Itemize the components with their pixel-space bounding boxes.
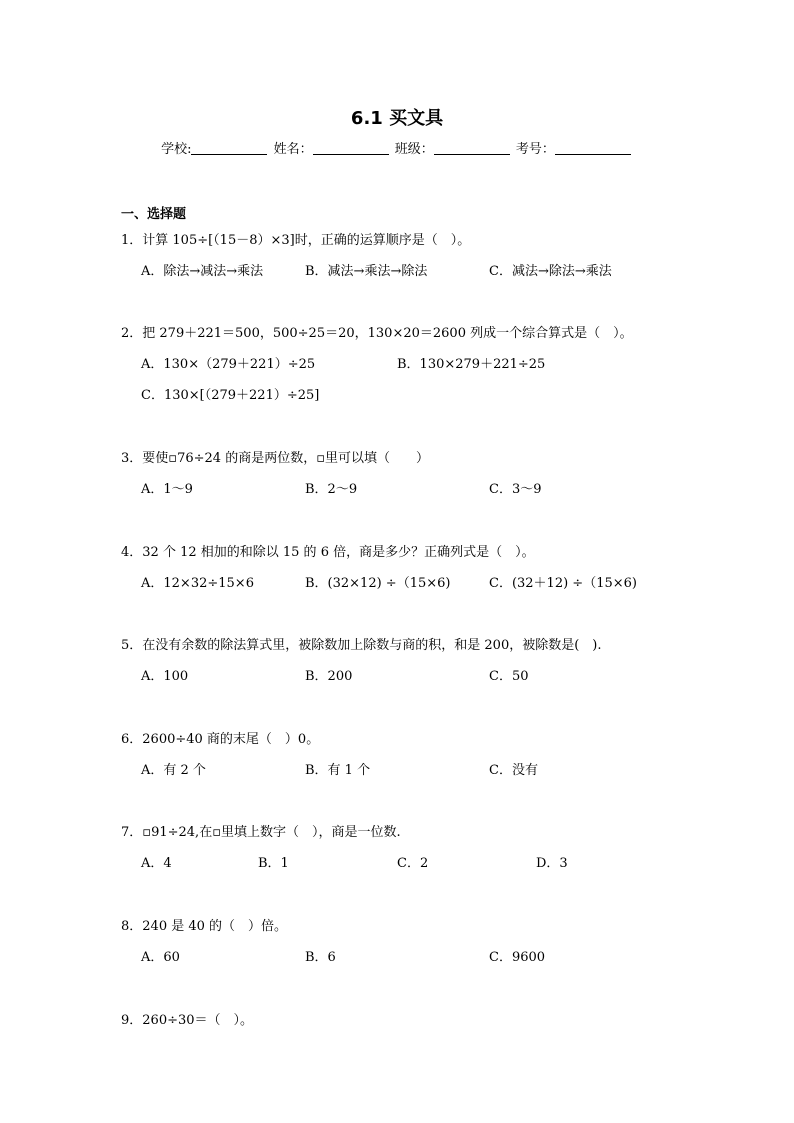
- question-2-option-a[interactable]: A．130×（279＋221）÷25: [141, 357, 316, 372]
- question-7-option-d[interactable]: D．3: [536, 856, 568, 871]
- page-title: 6.1 买文具: [350, 108, 444, 129]
- student-info-row: [0, 138, 794, 157]
- name-blank[interactable]: [313, 141, 389, 155]
- question-2-stem: 2．把 279＋221＝500，500÷25＝20，130×20＝2600 列成一个综合算式是（ ）。: [121, 326, 633, 341]
- question-5-option-c[interactable]: C．50: [489, 669, 529, 684]
- question-7-option-a[interactable]: A．4: [141, 856, 172, 871]
- question-5-option-a[interactable]: A．100: [141, 669, 189, 684]
- section-heading: 一、选择题: [121, 207, 187, 222]
- question-4-option-c[interactable]: C．(32＋12) ÷（15×6): [489, 576, 637, 591]
- question-1-stem: 1．计算 105÷[（15－8）×3]时，正确的运算顺序是（ ）。: [121, 233, 471, 248]
- question-8-option-b[interactable]: B．6: [305, 950, 336, 965]
- question-7-option-c[interactable]: C．2: [397, 856, 429, 871]
- question-1-option-a[interactable]: A．除法→减法→乘法: [141, 264, 264, 279]
- question-6-option-b[interactable]: B．有 1 个: [305, 763, 371, 778]
- question-2-option-b[interactable]: B．130×279＋221÷25: [397, 357, 546, 372]
- question-1-option-b[interactable]: B．减法→乘法→除法: [305, 264, 428, 279]
- question-6-option-c[interactable]: C．没有: [489, 763, 538, 778]
- exam-number-blank[interactable]: [555, 141, 631, 155]
- question-9-stem: 9．260÷30＝（ ）。: [121, 1013, 254, 1028]
- question-5-stem: 5．在没有余数的除法算式里，被除数加上除数与商的积，和是 200，被除数是( ).: [121, 638, 602, 653]
- school-blank[interactable]: [191, 141, 267, 155]
- question-8-option-a[interactable]: A．60: [141, 950, 180, 965]
- question-6-option-a[interactable]: A．有 2 个: [141, 763, 206, 778]
- question-7-stem: 7．▫91÷24,在▫里填上数字（ ），商是一位数.: [121, 825, 401, 840]
- question-3-stem: 3．要使▫76÷24 的商是两位数，▫里可以填（ ）: [121, 451, 430, 466]
- exam-number-label: 考号：: [515, 142, 555, 157]
- question-4-option-b[interactable]: B．(32×12) ÷（15×6): [305, 576, 451, 591]
- question-8-stem: 8．240 是 40 的（ ）倍。: [121, 919, 288, 934]
- question-6-stem: 6．2600÷40 商的末尾（ ）0。: [121, 732, 320, 747]
- question-1-option-c[interactable]: C．减法→除法→乘法: [489, 264, 612, 279]
- question-3-option-b[interactable]: B．2～9: [305, 482, 358, 497]
- name-label: 姓名：: [273, 142, 313, 157]
- class-blank[interactable]: [434, 141, 510, 155]
- question-3-option-a[interactable]: A．1～9: [141, 482, 193, 497]
- question-8-option-c[interactable]: C．9600: [489, 950, 546, 965]
- question-7-option-b[interactable]: B．1: [258, 856, 289, 871]
- class-label: 班级：: [394, 142, 434, 157]
- question-4-option-a[interactable]: A．12×32÷15×6: [141, 576, 254, 591]
- question-2-option-c[interactable]: C．130×[（279＋221）÷25]: [141, 388, 320, 403]
- school-label: 学校:: [161, 142, 192, 157]
- question-5-option-b[interactable]: B．200: [305, 669, 353, 684]
- question-4-stem: 4．32 个 12 相加的和除以 15 的 6 倍，商是多少？正确列式是（ ）。: [121, 545, 535, 560]
- question-3-option-c[interactable]: C．3～9: [489, 482, 542, 497]
